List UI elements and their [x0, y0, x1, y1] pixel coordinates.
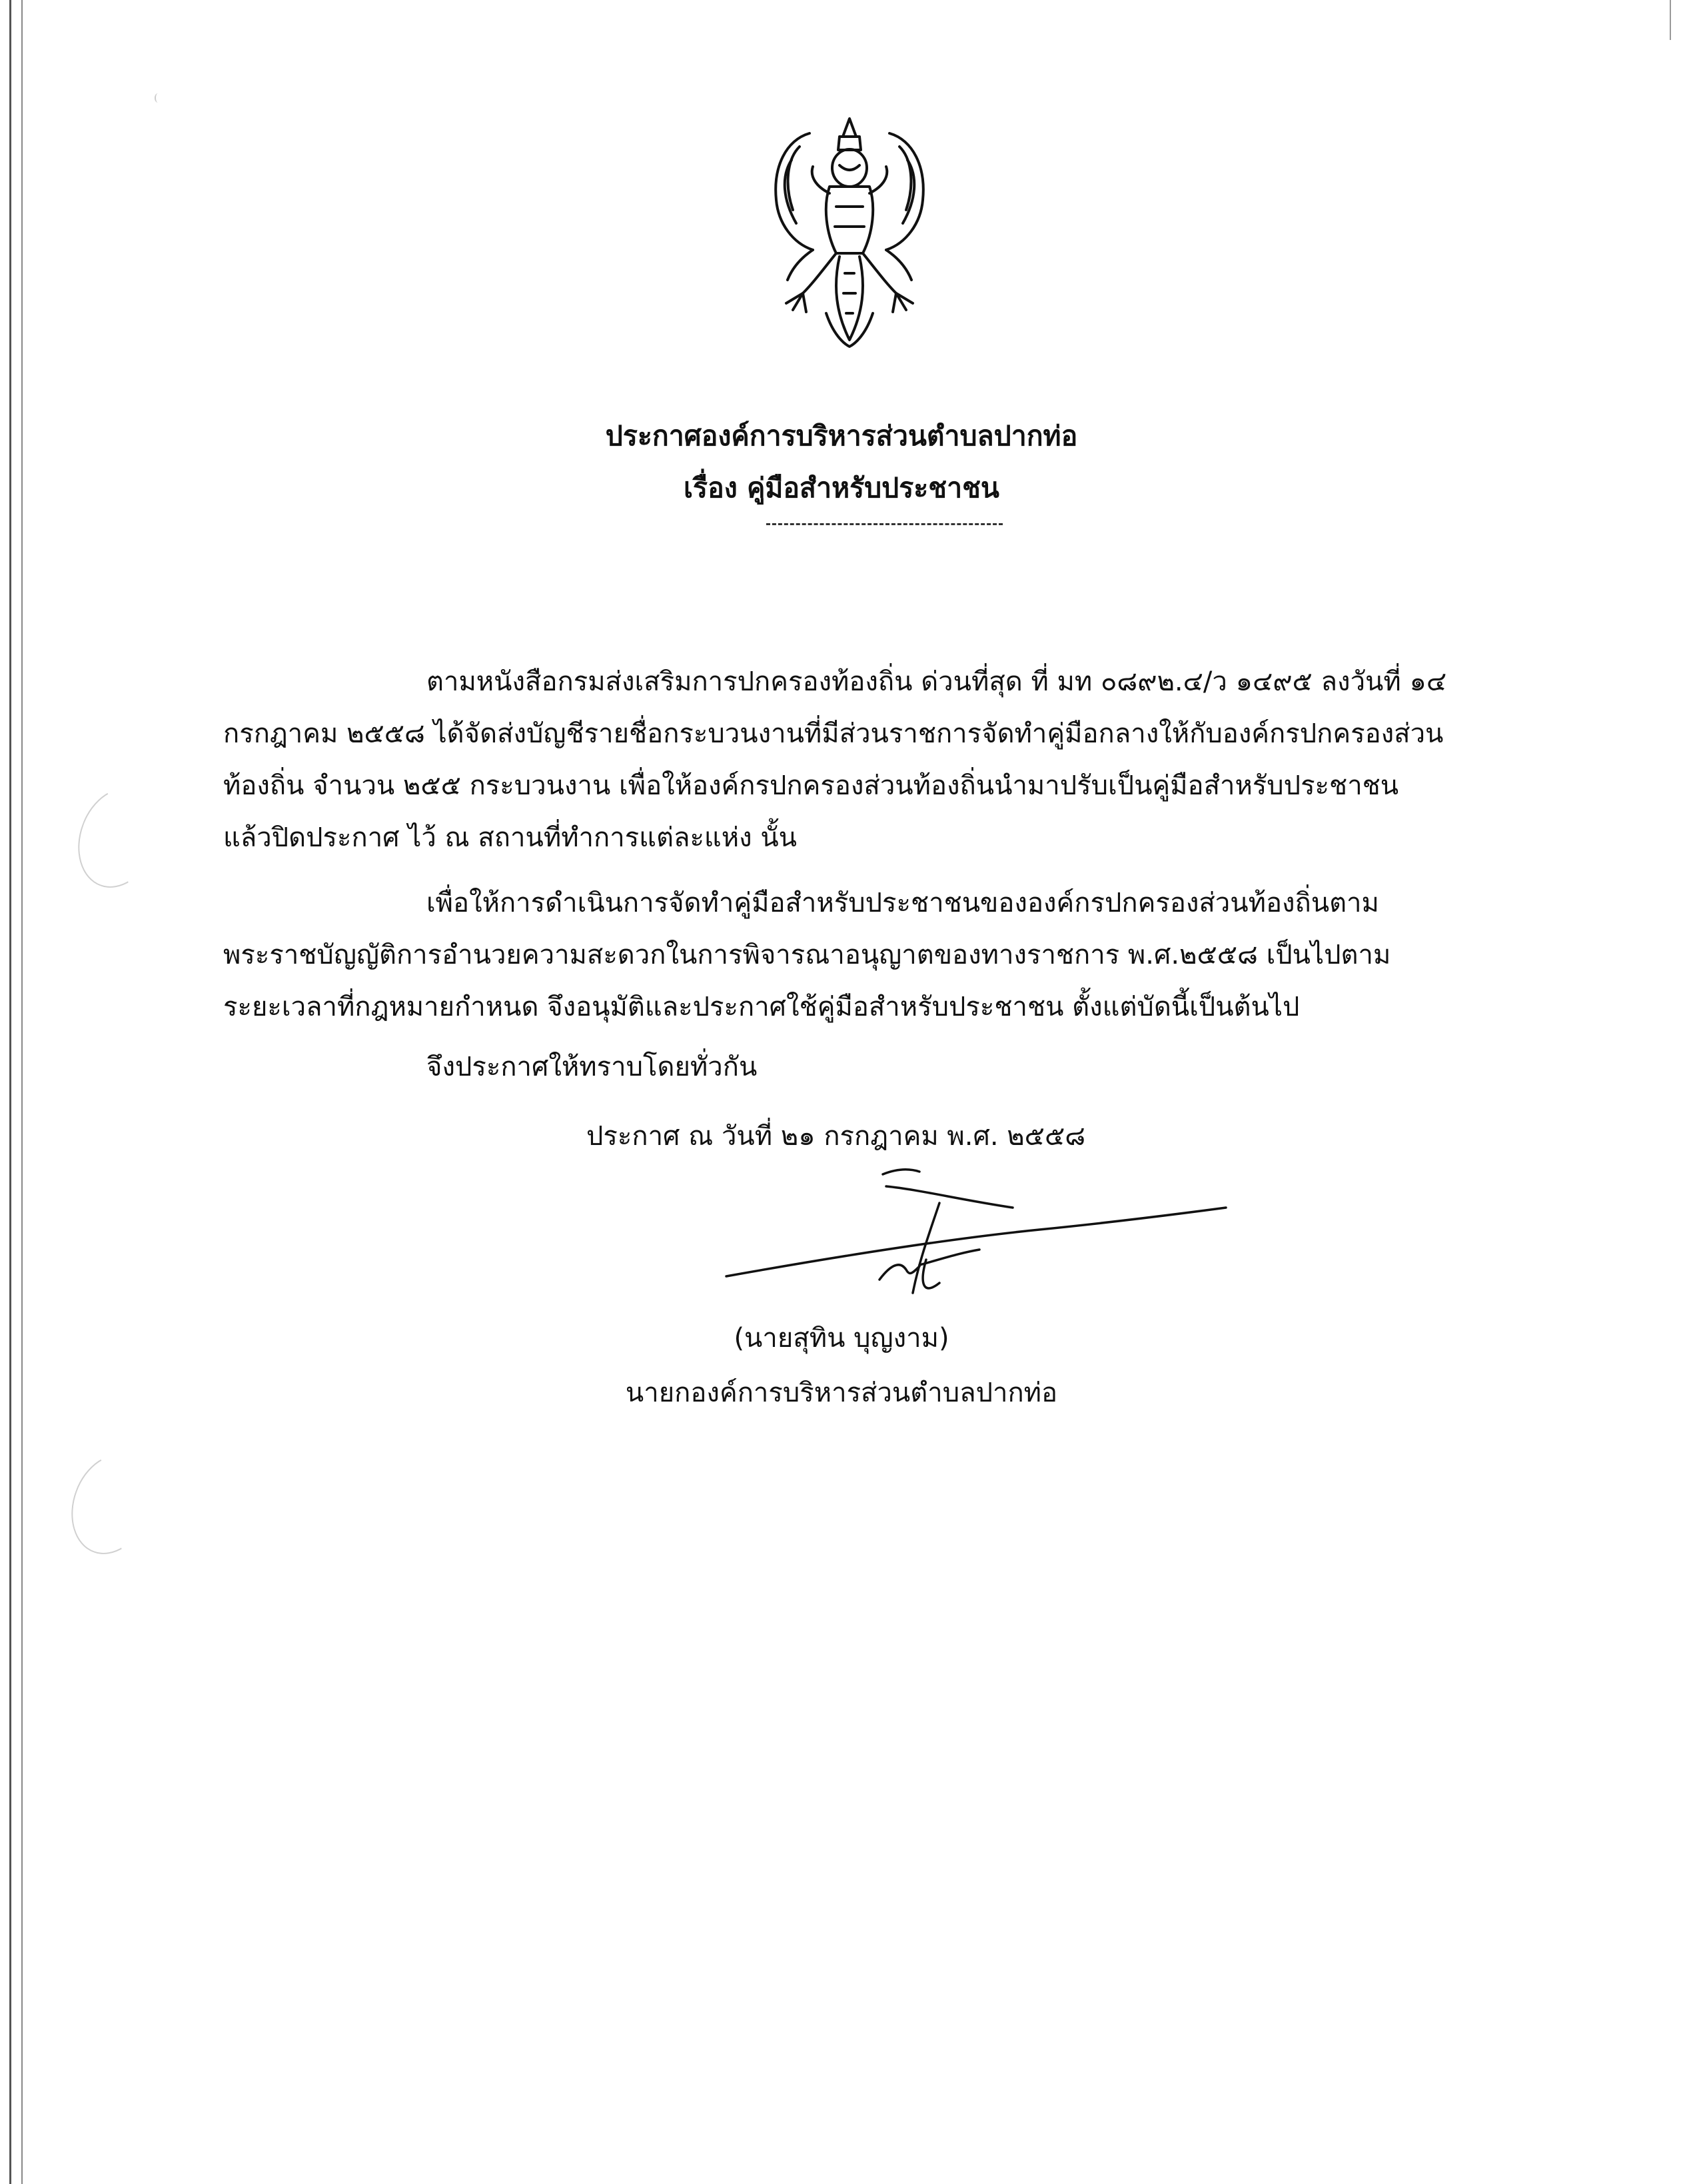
signatory-position: นายกองค์การบริหารส่วนตำบลปากท่อ: [625, 1378, 1058, 1408]
punch-hole: [65, 776, 171, 899]
paragraph-1-line-2: กรกฎาคม ๒๕๕๘ ได้จัดส่งบัญชีรายชื่อกระบวนงานที่มีส่วนราชการจัดทำคู่มือกลางให้กับองค์กรปกครองส่วน: [223, 718, 1444, 749]
punch-hole: [58, 1443, 165, 1566]
signatory-name: (นายสุทิน บุญงาม): [734, 1323, 949, 1354]
paragraph-2-line-3: ระยะเวลาที่กฎหมายกำหนด จึงอนุมัติและประกาศใช้คู่มือสำหรับประชาชน ตั้งแต่บัดนี้เป็นต้นไป: [223, 992, 1300, 1022]
announcement-subject: เรื่อง คู่มือสำหรับประชาชน: [684, 472, 999, 504]
paragraph-2-line-2: พระราชบัญญัติการอำนวยความสะดวกในการพิจารณาอนุญาตของทางราชการ พ.ศ.๒๕๕๘ เป็นไปตาม: [223, 940, 1391, 970]
scan-speck: [155, 93, 161, 103]
scan-edge-line: [21, 0, 23, 2184]
announcement-date: ประกาศ ณ วันที่ ๒๑ กรกฎาคม พ.ศ. ๒๕๕๘: [586, 1121, 1086, 1152]
paragraph-1-line-4: แล้วปิดประกาศ ไว้ ณ สถานที่ทำการแต่ละแห่ง นั้น: [223, 822, 798, 853]
paragraph-1-line-3: ท้องถิ่น จำนวน ๒๕๕ กระบวนงาน เพื่อให้องค์กรปกครองส่วนท้องถิ่นนำมาปรับเป็นคู่มือสำหรับประชาชน: [223, 770, 1399, 801]
garuda-emblem-icon: [746, 113, 953, 353]
title-divider: [766, 523, 1003, 525]
handwritten-signature: [720, 1160, 1239, 1313]
announcement-title: ประกาศองค์การบริหารส่วนตำบลปากท่อ: [605, 420, 1078, 452]
paragraph-1-line-1: ตามหนังสือกรมส่งเสริมการปกครองท้องถิ่น ด่วนที่สุด ที่ มท ๐๘๙๒.๔/ว ๑๔๙๕ ลงวันที่ ๑๔: [426, 666, 1447, 697]
scan-edge-line: [1670, 0, 1671, 40]
scan-edge-line: [9, 0, 11, 2184]
paragraph-2-line-1: เพื่อให้การดำเนินการจัดทำคู่มือสำหรับประชาชนขององค์กรปกครองส่วนท้องถิ่นตาม: [426, 888, 1379, 918]
paragraph-3: จึงประกาศให้ทราบโดยทั่วกัน: [426, 1052, 758, 1082]
